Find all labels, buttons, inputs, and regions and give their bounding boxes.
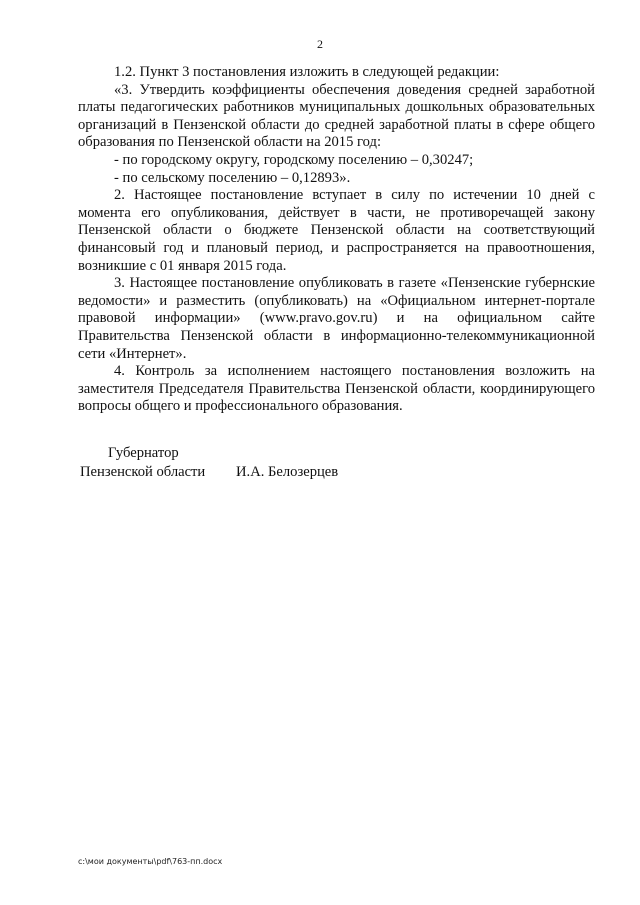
paragraph-1-2: 1.2. Пункт 3 постановления изложить в следующей редакции: xyxy=(114,64,500,80)
signature-title-line1: Губернатор xyxy=(108,445,179,461)
paragraph-rural-coefficient: - по сельскому поселению – 0,12893». xyxy=(114,169,351,186)
document-body xyxy=(78,64,595,416)
paragraph-urban-coefficient: - по городскому округу, городскому поселению – 0,30247; xyxy=(114,151,474,168)
footer-file-path: c:\мои документы\pdf\763-пп.docx xyxy=(78,857,223,866)
paragraph-3: 3. Настоящее постановление опубликовать в газете «Пензенские губернские ведомости» и разместить (опубликовать) на «Официальном интернет-портале правовой информации» (www.pravo.gov.ru) и на официальном сайте Правительства Пензенской области в информационно-телекоммуникационной сети «Интернет». xyxy=(78,275,595,362)
signature-name: И.А. Белозерцев xyxy=(236,464,339,480)
signature-block xyxy=(78,444,478,482)
page-number: 2 xyxy=(317,37,323,51)
paragraph-4: 4. Контроль за исполнением настоящего постановления возложить на заместителя Председателя Правительства Пензенской области, координирующего вопросы общего и профессионального образования. xyxy=(78,363,595,415)
paragraph-2: 2. Настоящее постановление вступает в силу по истечении 10 дней с момента его опубликования, действует в части, не противоречащей закону Пензенской области о бюджете Пензенской области на соответствующий финансовый год и плановый период, и распространяется на правоотношения, возникшие с 01 января 2015 года. xyxy=(78,187,595,274)
signature-title-line2: Пензенской области xyxy=(80,464,206,480)
paragraph-quote-3: «3. Утвердить коэффициенты обеспечения доведения средней заработной платы педагогических работников муниципальных дошкольных образовательных организаций в Пензенской области до средней заработной платы в сфере общего образования по Пензенской области на 2015 год: xyxy=(78,81,595,151)
